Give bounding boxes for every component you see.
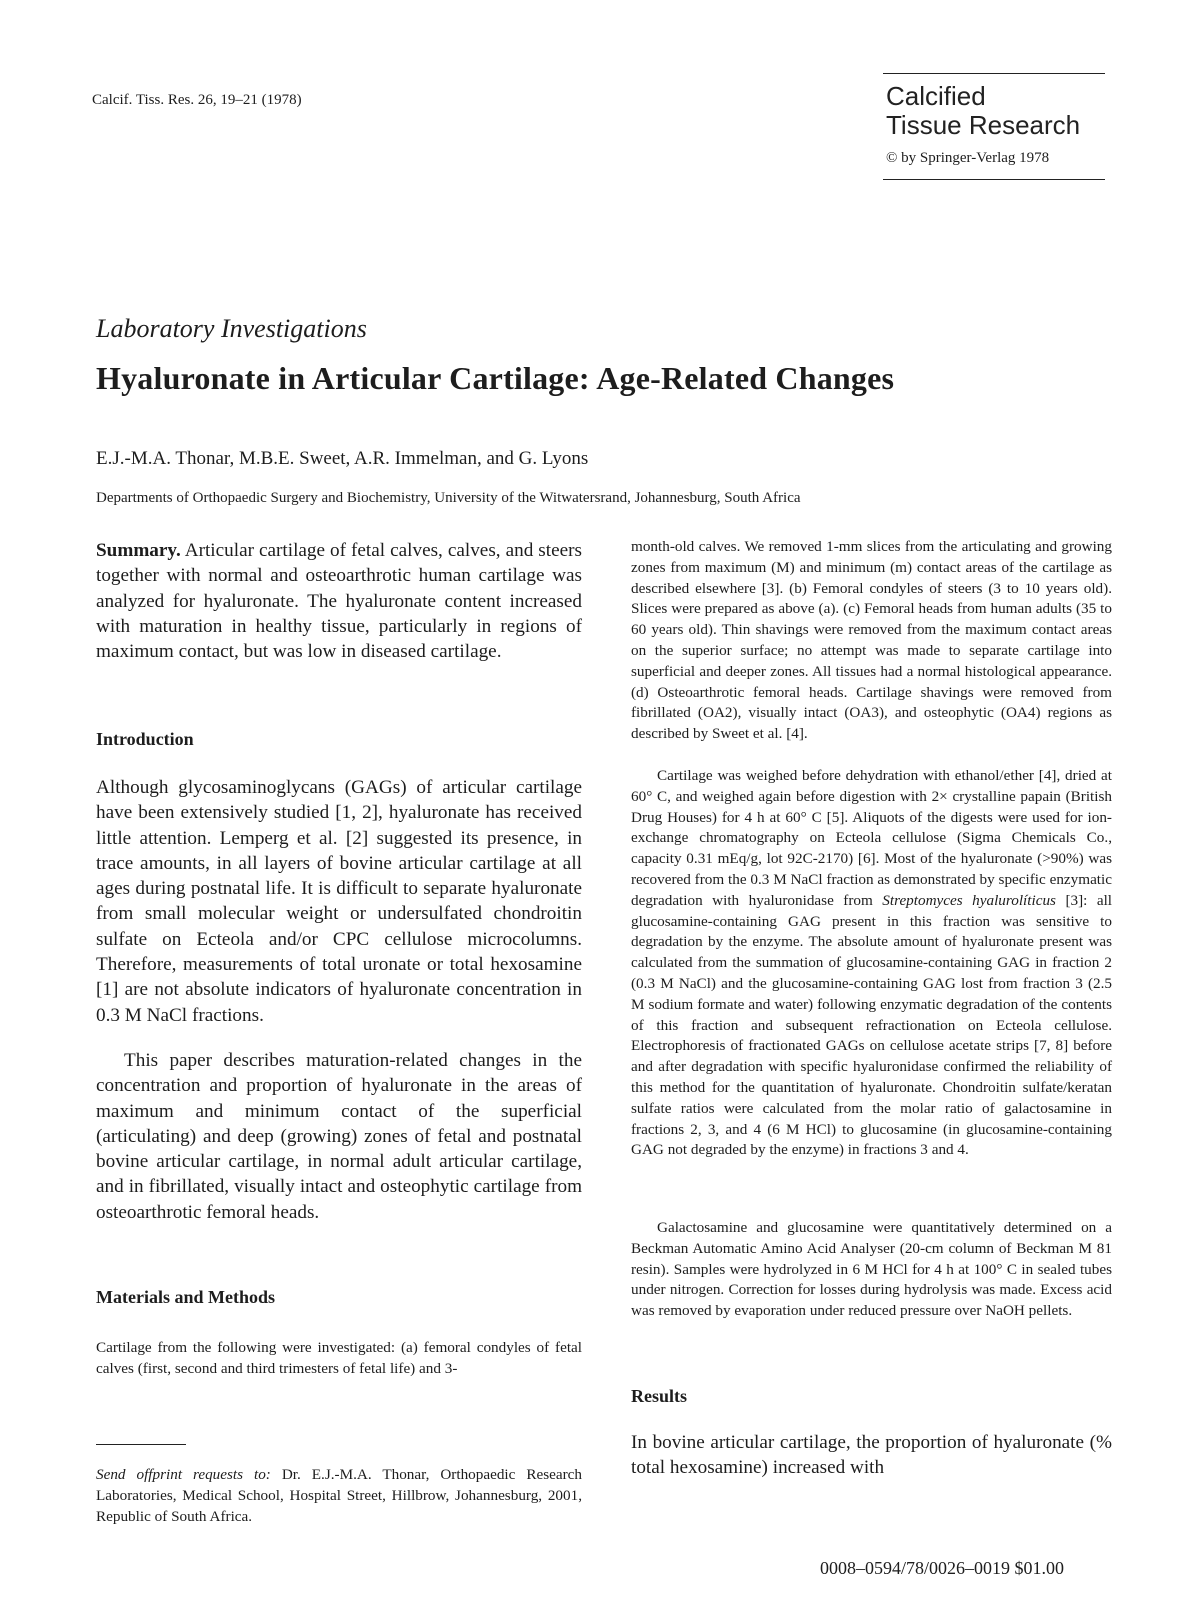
journal-title [883, 74, 1105, 140]
methods-paragraph-3: Galactosamine and glucosamine were quantitatively determined on a Beckman Automatic Amino Acid Analyser (20-cm column of Beckman M 81 resin). Samples were hydrolyzed in 6 M HCl for 4 h at 100° C in sealed tubes under nitrogen. Correction for losses during hydrolysis was made. Excess acid was removed by evaporation under reduced pressure over NaOH pellets. [631, 1219, 1112, 1320]
journal-citation: Calcif. Tiss. Res. 26, 19–21 (1978) [92, 92, 302, 108]
introduction-paragraph-2: This paper describes maturation-related changes in the concentration and proportion of hyaluronate in the areas of maximum and minimum contact of the superficial (articulating) and deep (growing) zones of fetal and postnatal bovine articular cartilage, in normal adult articular cartilage, and in fibrillated, visually intact and osteophytic cartilage from osteoarthrotic femoral heads. [96, 1050, 582, 1223]
results-paragraph-1: In bovine articular cartilage, the proportion of hyaluronate (% total hexosamine) increased with [631, 1432, 1112, 1479]
brand-bottom-rule [883, 179, 1105, 180]
summary-label: Summary. [96, 540, 181, 561]
author-list: E.J.-M.A. Thonar, M.B.E. Sweet, A.R. Immelman, and G. Lyons [96, 448, 589, 469]
journal-title-line2: Tissue Research [886, 110, 1081, 140]
methods-heading: Materials and Methods [96, 1287, 275, 1307]
methods-paragraph-2-start: Cartilage was weighed before dehydration with ethanol/ether [4], dried at 60° C, and weighed again before digestion with 2× crystalline papain (British Drug Houses) for 4 h at 60° C [5]. Aliquots of the digests were used for ion-exchange chromatography on Ecteola cellulose (Sigma Chemicals Co., capacity 0.31 mEq/g, lot 92C-2170) [6]. Most of the hyaluronate (>90%) was recovered from the 0.3 M NaCl fraction as demonstrated by specific enzymatic degradation with hyaluronidase from [631, 767, 1112, 909]
footnote-text: Dr. E.J.-M.A. Thonar, Orthopaedic Research Laboratories, Medical School, Hospital Street, Hillbrow, Johannesburg, 2001, Republic of South Africa. [96, 1466, 582, 1525]
copyright-notice: © by Springer-Verlag 1978 [886, 150, 1050, 166]
introduction-paragraph-1: Although glycosaminoglycans (GAGs) of articular cartilage have been extensively studied [1, 2], hyaluronate has received little attention. Lemperg et al. [2] suggested its presence, in trace amounts, in all layers of bovine articular cartilage at all ages during postnatal life. It is difficult to separate hyaluronate from small molecular weight or undersulfated chondroitin sulfate on Ecteola and/or CPC cellulose microcolumns. Therefore, measurements of total uronate or total hexosamine [1] are not absolute indicators of hyaluronate concentration in 0.3 M NaCl fractions. [96, 777, 582, 1026]
introduction-heading: Introduction [96, 729, 194, 749]
footnote-label: Send offprint requests to: [96, 1466, 271, 1483]
affiliation: Departments of Orthopaedic Surgery and Biochemistry, University of the Witwatersrand, Johannesburg, South Africa [96, 490, 801, 506]
summary-paragraph [96, 538, 582, 664]
species-name: Streptomyces hyalurolíticus [882, 891, 1056, 909]
section-label: Laboratory Investigations [96, 314, 367, 343]
article-title: Hyaluronate in Articular Cartilage: Age-Related Changes [96, 360, 895, 396]
footnote-rule [96, 1444, 186, 1445]
summary-text: Articular cartilage of fetal calves, calves, and steers together with normal and osteoarthrotic human cartilage was analyzed for hyaluronate. The hyaluronate content increased with maturation in healthy tissue, particularly in regions of maximum contact, but was low in diseased cartilage. [96, 540, 582, 663]
methods-paragraph-1-continued: month-old calves. We removed 1-mm slices from the articulating and growing zones from maximum (M) and minimum (m) contact areas of the cartilage as described elsewhere [3]. (b) Femoral condyles of steers (3 to 10 years old). Slices were prepared as above (a). (c) Femoral heads from human adults (35 to 60 years old). Thin shavings were removed from the maximum contact areas on the superior surface; no attempt was made to separate cartilage into superficial and deeper zones. All tissues had a normal histological appearance. (d) Osteoarthrotic femoral heads. Cartilage shavings were removed from fibrillated (OA2), visually intact (OA3), and osteophytic (OA4) regions as described by Sweet et al. [4]. [631, 538, 1112, 743]
footnote [96, 1465, 582, 1527]
price-code: 0008–0594/78/0026–0019 $01.00 [820, 1558, 1065, 1578]
results-heading: Results [631, 1386, 688, 1406]
methods-paragraph-1-start: Cartilage from the following were investigated: (a) femoral condyles of fetal calves (first, second and third trimesters of fetal life) and 3- [96, 1339, 582, 1377]
methods-paragraph-2 [631, 766, 1112, 1161]
methods-paragraph-2-end: [3]: all glucosamine-containing GAG present in this fraction was sensitive to degradation by the enzyme. The absolute amount of hyaluronate present was calculated from the summation of glucosamine-containing GAG in fraction 2 (0.3 M NaCl) and the glucosamine-containing GAG lost from fraction 3 (2.5 M sodium formate and water) following enzymatic degradation of the contents of this fraction and subsequent refractionation on Ecteola cellulose. Electrophoresis of fractionated GAGs on cellulose acetate strips [7, 8] before and after degradation with specific hyaluronidase confirmed the reliability of this method for the quantitation of hyaluronate. Chondroitin sulfate/keratan sulfate ratios were calculated from the molar ratio of galactosamine in fractions 2, 3, and 4 (6 M HCl) to glucosamine (in glucosamine-containing GAG not degraded by the enzyme) in fractions 3 and 4. [631, 891, 1113, 1159]
journal-brand-block [883, 73, 1105, 180]
journal-title-line1: Calcified [886, 81, 986, 111]
